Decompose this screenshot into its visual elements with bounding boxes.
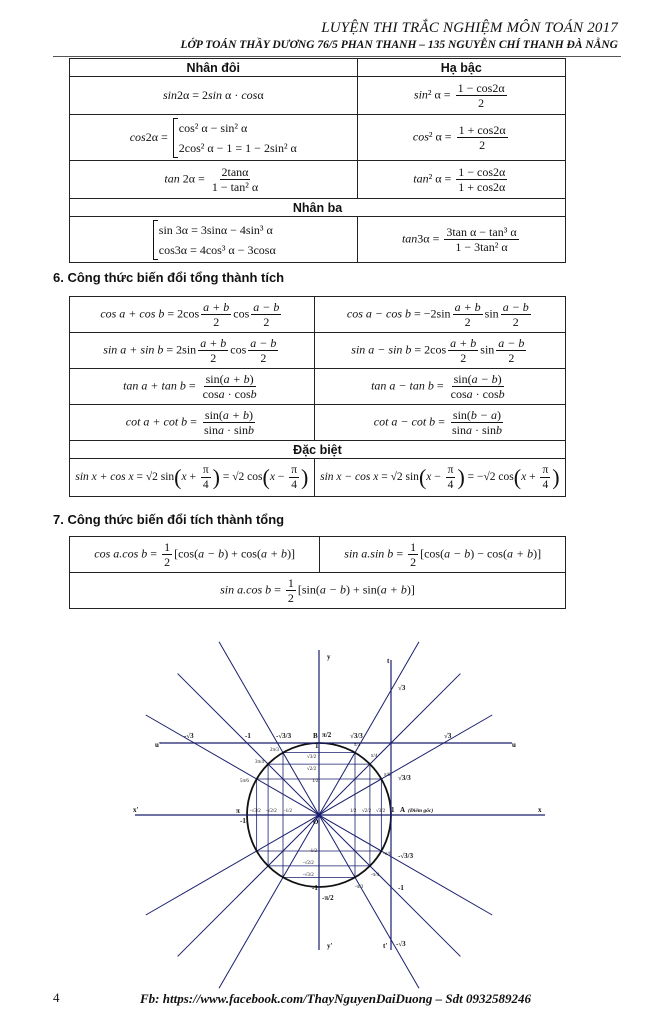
label-ms22-x: -√2/2 <box>266 809 277 814</box>
section7-title: 7. Công thức biến đổi tích thành tổng <box>53 512 285 527</box>
label-sqrt3-t: √3 <box>398 684 406 692</box>
formula-sin-cos: sin a.cos b = $\frac{1}{2}$ [sin(a − b) + sin(a + b)] <box>70 573 566 609</box>
triple-angle-header: Nhân ba <box>70 199 566 217</box>
header-title: LUYỆN THI TRẮC NGHIỆM MÔN TOÁN 2017 <box>321 20 618 36</box>
label-mhalf-x: -1/2 <box>284 809 293 814</box>
formula-sin2a: sin2α = 2sin α · cosα <box>70 77 358 115</box>
label-half-y: 1/2 <box>312 779 319 784</box>
label-y-prime: y' <box>327 942 333 950</box>
formula-cot-minus-cot: cot a − cot b = $\frac{\sin(b - a)}{\sin a \cdot \sin b}$ <box>314 405 565 441</box>
label-minus-sqrt3-t: -√3 <box>396 940 406 948</box>
formula-sin3a-cos3a: sin 3α = 3sinα − 4sin³ α cos3α = 4cos³ α − 3cosα <box>70 217 358 263</box>
formula-cos-plus-cos: cos a + cos b = 2cos $\frac{a + b}{2}$ cos $\frac{a - b}{2}$ <box>70 297 315 333</box>
label-origin: O <box>313 818 319 826</box>
double-angle-table <box>69 58 566 263</box>
unit-circle-diagram <box>0 630 671 1010</box>
formula-sin-minus-sin: sin a − sin b = 2cos $\frac{a + b}{2}$ sin $\frac{a - b}{2}$ <box>314 333 565 369</box>
label-minus-sqrt3-u: -√3 <box>184 732 194 740</box>
label-minus-one-t: -1 <box>398 884 404 892</box>
formula-sin-plus-sin: sin a + sin b = 2sin $\frac{a + b}{2}$ cos $\frac{a - b}{2}$ <box>70 333 315 369</box>
label-half-x: 1/2 <box>350 809 357 814</box>
label-x-prime: x' <box>133 806 139 814</box>
label-minus-pi-half: -π/2 <box>322 894 334 902</box>
label-minus-one-y: -1 <box>312 884 318 892</box>
label-y: y <box>327 653 331 661</box>
section6-title: 6. Công thức biến đổi tổng thành tích <box>53 270 285 285</box>
label-minus-pi6: -π/6 <box>383 852 392 857</box>
formula-sin-sin: sin a.sin b = $\frac{1}{2}$ [cos(a − b) − cos(a + b)] <box>320 537 566 573</box>
label-pi6: π/6 <box>384 773 391 778</box>
formula-cos-minus-cos: cos a − cos b = −2sin $\frac{a + b}{2}$ sin $\frac{a - b}{2}$ <box>314 297 565 333</box>
label-mhalf-y: -1/2 <box>309 849 318 854</box>
col-header-double: Nhân đôi <box>70 59 358 77</box>
label-s22-x: √2/2 <box>362 809 372 814</box>
label-t: t <box>387 657 390 665</box>
label-ms22-y: -√2/2 <box>303 861 314 866</box>
formula-sinx-minus-cosx: sin x − cos x = √2 sin(x − $\frac{\pi}{4}$ ) = −√2 cos(x + $\frac{\pi}{4}$ ) <box>314 459 565 497</box>
label-minus-one-x: -1 <box>240 817 246 825</box>
formula-cos-cos: cos a.cos b = $\frac{1}{2}$ [cos(a − b) + cos(a + b)] <box>70 537 320 573</box>
footer-contact: Fb: https://www.facebook.com/ThayNguyenDaiDuong – Sdt 0932589246 <box>140 991 531 1006</box>
label-minus-sqrt3-3-u: -√3/3 <box>276 732 292 740</box>
formula-cos2a: cos2α = cos² α − sin² α 2cos² α − 1 = 1 − 2sin² α <box>70 115 358 161</box>
label-2pi3: 2π/3 <box>270 748 279 753</box>
page-number: 4 <box>53 990 60 1005</box>
label-ms32-y: -√3/2 <box>303 873 314 878</box>
formula-tan-minus-tan: tan a − tan b = $\frac{\sin(a - b)}{\cos a \cdot \cos b}$ <box>314 369 565 405</box>
header-subtitle: LỚP TOÁN THẦY DƯƠNG 76/5 PHAN THANH – 135 NGUYỄN CHÍ THANH ĐÀ NẴNG <box>180 39 618 51</box>
formula-tan-sq: tan² α = $\frac{1 - \cos 2\alpha}{1 + \cos 2\alpha}$ <box>357 161 565 199</box>
label-A-note: (Điểm gốc) <box>408 808 434 814</box>
label-s22-y: √2/2 <box>307 767 317 772</box>
label-s32-y: √3/2 <box>307 755 317 760</box>
header-divider <box>53 56 621 57</box>
label-sqrt3-3-t: √3/3 <box>398 774 411 782</box>
label-pi4: π/4 <box>371 754 378 759</box>
label-A: A <box>400 806 406 814</box>
formula-cos-sq: cos² α = $\frac{1 + \cos 2\alpha}{2}$ <box>357 115 565 161</box>
label-pi3: π/3 <box>354 743 361 748</box>
label-minus-one-u: -1 <box>245 732 251 740</box>
label-t-prime: t' <box>383 942 388 950</box>
label-x: x <box>538 806 542 814</box>
formula-sin-sq: sin² α = $\frac{1 - \cos 2\alpha}{2}$ <box>357 77 565 115</box>
product-to-sum-table <box>69 536 566 609</box>
label-pi: π <box>236 807 240 815</box>
col-header-power-reduction: Hạ bậc <box>357 59 565 77</box>
label-ms32-x: -√3/2 <box>250 809 261 814</box>
label-u-prime: u' <box>155 741 161 749</box>
label-minus-pi3: -π/3 <box>355 885 364 890</box>
sum-to-product-table <box>69 296 566 497</box>
label-sqrt3-3-u: √3/3 <box>350 732 363 740</box>
label-u: u <box>512 741 516 749</box>
label-sqrt3-u: √3 <box>444 732 452 740</box>
label-minus-sqrt3-3-t: -√3/3 <box>398 852 414 860</box>
formula-tan-plus-tan: tan a + tan b = $\frac{\sin(a + b)}{\cos a \cdot \cos b}$ <box>70 369 315 405</box>
label-5pi6: 5π/6 <box>240 779 249 784</box>
formula-sinx-plus-cosx: sin x + cos x = √2 sin(x + $\frac{\pi}{4}$ ) = √2 cos(x − $\frac{\pi}{4}$ ) <box>70 459 315 497</box>
label-B: B <box>313 732 318 740</box>
label-3pi4: 3π/4 <box>255 760 264 765</box>
special-header: Đặc biệt <box>70 441 566 459</box>
label-s32-x: √3/2 <box>376 809 386 814</box>
formula-cot-plus-cot: cot a + cot b = $\frac{\sin(a + b)}{\sin a \cdot \sin b}$ <box>70 405 315 441</box>
label-minus-pi4: -π/4 <box>371 873 380 878</box>
label-pi-half: π/2 <box>322 731 332 739</box>
formula-tan3a: tan3α = $\frac{\text{3tan α − tan³ α}}{\text{1 − 3tan² α}}$ <box>357 217 565 263</box>
formula-tan2a: tan 2α = $\frac{2\tan\alpha}{\text{1 − tan² α}}$ <box>70 161 358 199</box>
label-one-x: 1 <box>391 806 395 814</box>
label-one-y: 1 <box>315 742 319 750</box>
